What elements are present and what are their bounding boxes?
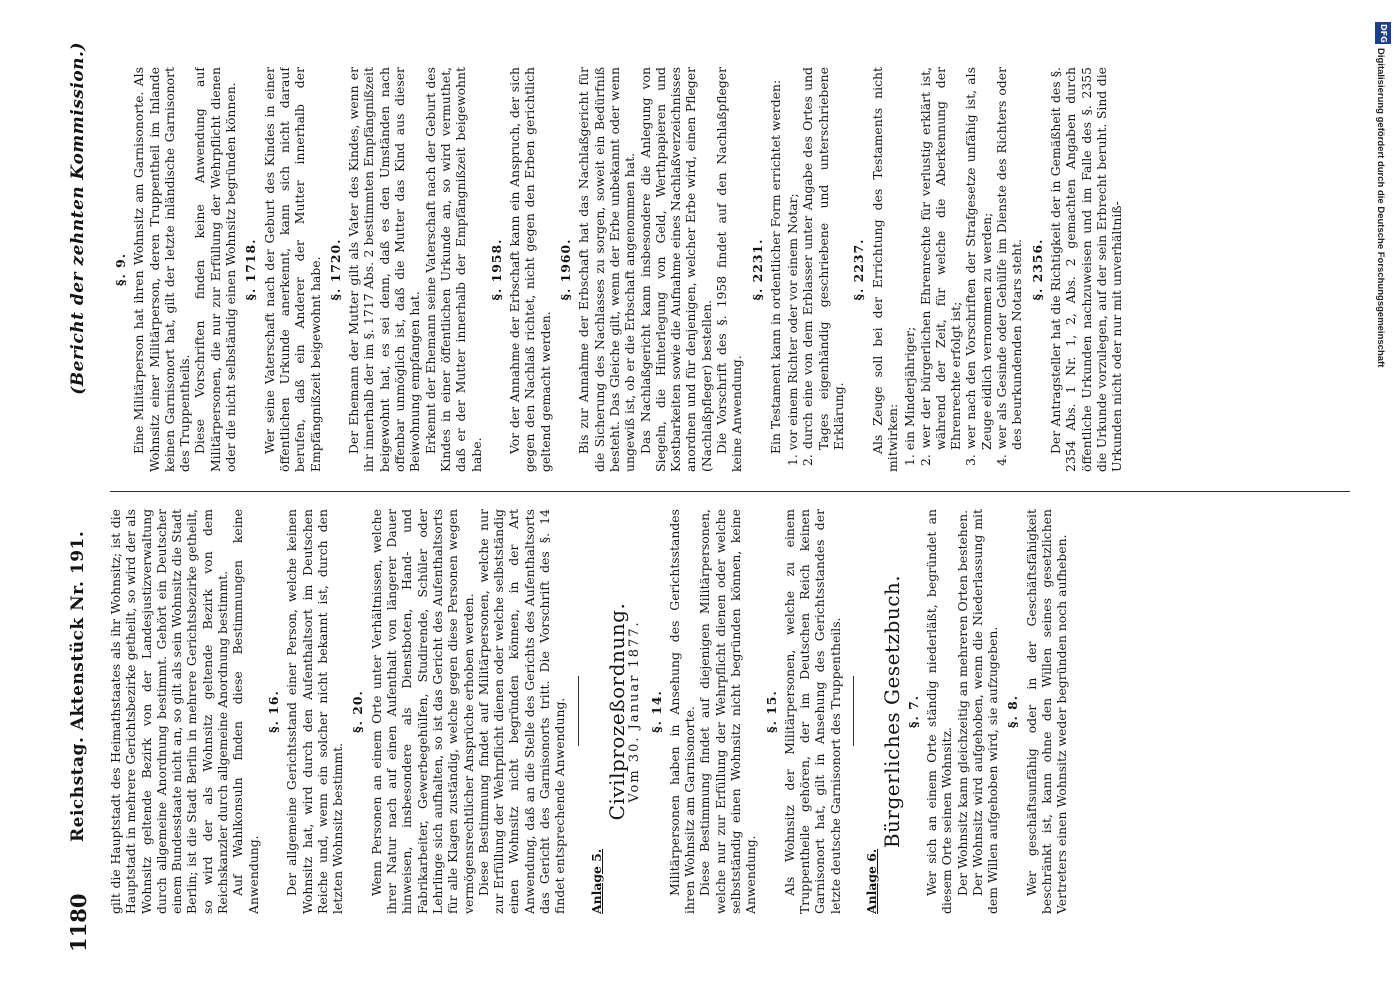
paragraph: Die Vorschrift des §. 1958 findet auf den Nachlaßpfleger keine Anwendung. (713, 67, 745, 472)
page-header (62, 42, 96, 952)
paragraph: Militärpersonen haben in Ansehung des Gerichtsstandes ihren Wohnsitz am Garnisonorte. (666, 509, 698, 914)
numbered-list (902, 67, 1024, 472)
paragraph: Als Zeuge soll bei der Errichtung des Testaments nicht mitwirken: (869, 67, 900, 472)
list-item: 2. durch eine von dem Erblasser unter Angabe des Ortes und Tages eigenhändig geschriebene und unterschriebene Erklärung. (800, 67, 847, 466)
paragraph: Der Wohnsitz kann gleichzeitig an mehreren Orten bestehen. (954, 509, 970, 896)
section-heading: §. 1720. (327, 238, 343, 301)
paragraph: Wer geschäftsunfähig oder in der Geschäftsfähigkeit beschränkt ist, kann ohne den Willen seines gesetzlichen Vertreters einen Wohnsitz weder begründen noch aufheben. (1023, 509, 1070, 914)
header-title: Reichstag. Aktenstück Nr. 191. (68, 530, 88, 842)
paragraph: Ein Testament kann in ordentlicher Form errichtet werden: (767, 79, 783, 454)
paragraph: Bis zur Annahme der Erbschaft hat das Nachlaßgericht für die Sicherung des Nachlasses zu sorgen, soweit ein Bedürfniß besteht. Das Gleiche gilt, wenn der Erbe unbekannt oder wenn ungewiß ist, ob er die Erbschaft angenommen hat. (576, 67, 638, 472)
paragraph: Erkennt der Ehemann seine Vaterschaft nach der Geburt des Kindes in einer öffentlichen Urkunde an, so wird vermuthet, daß er der Mutter innerhalb der Empfängnißzeit beigewohnt habe. (422, 67, 484, 472)
law-title: Bürgerliches Gesetzbuch. (880, 574, 905, 849)
annex-label: Anlage 6. (864, 848, 880, 914)
paragraph: Der Wohnsitz wird aufgehoben, wenn die Niederlassung mit dem Willen aufgehoben wird, sie aufzugeben. (969, 509, 1001, 914)
paragraph: Der Ehemann der Mutter gilt als Vater des Kindes, wenn er ihr innerhalb der im §. 1717 Abs. 2 bestimmten Empfängnißzeit beigewohnt hat, es sei denn, daß es den Umständen nach offenbar unmöglich ist, daß die Mutter das Kind aus dieser Beiwohnung empfangen hat. (346, 67, 423, 472)
law-date: Vom 30. Januar 1877. (627, 620, 643, 803)
paragraph: Diese Bestimmung findet auf Militärpersonen, welche nur zur Erfüllung der Wehrpflicht dienen oder welche selbstständig einen Wohnsitz nicht begründen können, in der Art Anwendung, daß an die Stelle des Gerichts des Aufenthaltsorts das Gericht des Garnisonorts tritt. Die Vorschrift des §. 14 findet entsprechende Anwendung. (475, 509, 568, 914)
annex-label: Anlage 5. (588, 848, 604, 914)
numbered-list (785, 67, 846, 472)
paragraph: Wer seine Vaterschaft nach der Geburt des Kindes in einer öffentlichen Urkunde anerkennt, kann sich nicht darauf berufen, daß ein Anderer der Mutter innerhalb der Empfängnißzeit beigewohnt habe. (261, 67, 323, 472)
list-item: 1. ein Minderjähriger; (902, 326, 918, 466)
left-column (108, 509, 1356, 914)
paragraph: Auf Wahlkonsuln finden diese Bestimmungen keine Anwendung. (230, 509, 261, 914)
right-column (108, 67, 1356, 472)
list-item: 4. wer als Gesinde oder Gehülfe im Dienste des Richters oder des beurkundenden Notars steht. (994, 67, 1025, 466)
section-heading: §. 20. (350, 690, 366, 733)
divider (578, 677, 579, 747)
paragraph: Vor der Annahme der Erbschaft kann ein Anspruch, der sich gegen den Nachlaß richtet, nicht gegen den Erben gerichtlich geltend gemacht werden. (507, 67, 553, 472)
paragraph: gilt die Hauptstadt des Heimathstaates als ihr Wohnsitz; ist die Hauptstadt in mehrere Gerichtsbezirke getheilt, so wird der als Wohnsitz geltende Bezirk von der Landesjustizverwaltung durch allgemeine Anordnung bestimmt. Gehört ein Deutscher einem Bundesstaate nicht an, so gilt als sein Wohnsitz die Stadt Berlin; ist die Stadt Berlin in mehrere Gerichtsbezirke getheilt, so wird der als Wohnsitz geltende Bezirk von dem Reichskanzler durch allgemeine Anordnung bestimmt. (108, 509, 231, 914)
law-title: Civilprozeßordnung. (604, 602, 629, 821)
list-item: 1. vor einem Richter oder vor einem Notar; (785, 193, 801, 466)
dfg-logo: DFG (1375, 22, 1391, 44)
paragraph: Diese Bestimmung findet auf diejenigen Militärpersonen, welche nur zur Erfüllung der Wehrpflicht dienen oder welche selbstständig einen Wohnsitz nicht begründen können, keine Anwendung. (697, 509, 759, 914)
section-heading: §. 14. (648, 690, 664, 733)
section-heading: §. 8. (1005, 694, 1021, 729)
list-item: 2. wer der bürgerlichen Ehrenrechte für verlustig erklärt ist, während der Zeit, für welche die Aberkennung der Ehrenrechte erfolgt ist; (917, 67, 964, 466)
section-heading: §. 7. (905, 694, 921, 729)
paragraph: Diese Vorschriften finden keine Anwendung auf Militärpersonen, die nur zur Erfüllung der Wehrpflicht dienen oder die nicht selbständig einen Wohnsitz begründen können. (192, 67, 239, 472)
paragraph: Das Nachlaßgericht kann insbesondere die Anlegung von Siegeln, die Hinterlegung von Geld, Werthpapieren und Kostbarkeiten sowie die Aufnahme eines Nachlaßverzeichnisses anordnen und für denjenigen, welcher Erbe wird, einen Pfleger (Nachlaßpfleger) bestellen. (637, 67, 714, 472)
divider (853, 677, 854, 747)
column-divider (110, 491, 1350, 492)
header-subtitle: (Bericht der zehnten Kommission.) (68, 42, 88, 395)
list-item: 3. wer nach den Vorschriften der Strafgesetze unfähig ist, als Zeuge eidlich vernommen zu werden; (963, 67, 994, 466)
funding-note: Digitalisierung gefördert durch die Deutsche Forschungsgemeinschaft (1375, 48, 1386, 368)
section-heading: §. 2237. (851, 238, 867, 301)
page-number: 1180 (66, 893, 91, 952)
paragraph: Der allgemeine Gerichtsstand einer Person, welche keinen Wohnsitz hat, wird durch den Aufenthaltsort im Deutschen Reiche und, wenn ein solcher nicht bekannt ist, durch den letzten Wohnsitz bestimmt. (284, 509, 346, 914)
paragraph: Der Antragsteller hat die Richtigkeit der in Gemäßheit des §. 2354 Abs. 1 Nr. 1, 2, Abs. 2 gemachten Angaben durch öffentliche Urkunden nachzuweisen und im Falle des §. 2355 die Urkunde vorzulegen, auf der sein Erbrecht beruht. Sind die Urkunden nicht oder nur mit unverhältniß- (1047, 67, 1125, 472)
section-heading: §. 2356. (1029, 238, 1045, 301)
section-heading: §. 15. (763, 690, 779, 733)
section-heading: §. 2231. (749, 238, 765, 301)
section-heading: §. 16. (265, 690, 281, 733)
paragraph: Wer sich an einem Orte ständig niederläßt, begründet an diesem Orte seinen Wohnsitz. (923, 509, 955, 914)
paragraph: Als Wohnsitz der Militärpersonen, welche zu einem Truppentheile gehören, der im Deutschen Reich keinen Garnisonort hat, gilt in Ansehung des Gerichtsstandes der letzte deutsche Garnisonort des Truppentheils. (781, 509, 843, 914)
section-heading: §. 1960. (558, 238, 574, 301)
paragraph: Eine Militärperson hat ihren Wohnsitz am Garnisonorte. Als Wohnsitz einer Militärperson, deren Truppentheil im Inlande keinen Garnisonort hat, gilt der letzte inländische Garnisonort des Truppentheils. (131, 67, 193, 472)
paragraph: Wenn Personen an einem Orte unter Verhältnissen, welche ihrer Natur nach auf einen Aufenthalt von längerer Dauer hinweisen, insbesondere als Dienstboten, Hand- und Fabrikarbeiter, Gewerbegehülfen, Studirende, Schüler oder Lehrlinge sich aufhalten, so ist das Gericht des Aufenthaltsorts für alle Klagen zuständig, welche gegen diese Personen wegen vermögensrechtlicher Ansprüche erhoben werden. (368, 509, 476, 914)
section-heading: §. 9. (113, 252, 128, 287)
section-heading: §. 1958. (488, 238, 504, 301)
section-heading: §. 1718. (243, 238, 259, 301)
funding-imprint (1372, 22, 1396, 782)
